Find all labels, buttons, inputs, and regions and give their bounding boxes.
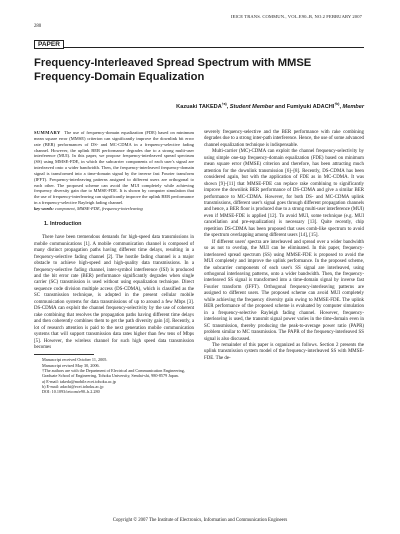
section-heading: 1. Introduction	[44, 220, 82, 227]
author-1-mark: †a)	[221, 102, 227, 106]
keywords-label: key words:	[34, 205, 54, 211]
right-column	[204, 130, 364, 362]
author-2-name: Fumiyuki ADACHI	[286, 103, 335, 110]
intro-paragraph-4: If different users' spectra are interleaved and spread over a wider bandwidth so as not to overlap, the MUI can be eliminated. In this paper, frequency-interleaved spread spectrum (SS) using MMSE-FDE is proposed to avoid the MUI completely and improve the uplink performance. In the proposed scheme, the subcarrier components of each user's SS signal are interleaved, using orthogonal interleaving patterns, onto a wider bandwidth. Then, the frequency-interleaved SS signal is transformed into a time-domain signal by inverse fast Fourier transform (IFFT). Orthogonal frequency-interleaving patterns are assigned to different users. The proposed scheme can avoid MUI completely while achieving the frequency diversity gain owing to MMSE-FDE. The uplink BER performance of the proposed scheme is evaluated by computer simulation in a frequency-selective Rayleigh fading channel. However, frequency-interleaving is used, the transmit signal power varies in the time-domain even in SC transmission, thereby producing the peak-to-average power ratio (PAPR) problem similar to MC transmission. The PAPR of the frequency-interleaved SS signal is also discussed.	[204, 239, 364, 342]
author-1-role: Student Member	[229, 103, 274, 110]
footnote-doi: DOI: 10.1093/ietcom/e90–b.2.280	[42, 389, 100, 395]
author-1-name: Kazuaki TAKEDA	[176, 103, 222, 110]
paper-label: PAPER	[34, 40, 64, 49]
author-2-mark: †b)	[334, 102, 340, 106]
footnotes	[34, 357, 194, 394]
page-number: 280	[34, 24, 42, 29]
footnote-received: Manuscript received October 11, 2005.	[42, 357, 108, 363]
intro-paragraph-3: Multi-carrier (MC)-CDMA can exploit the channel frequency-selectivity by using simple one-tap frequency-domain equalization (FDE) based on minimum mean square error (MMSE) criterion and therefore, has been attracting much attention for the downlink transmission [6]–[8]. Recently, DS-CDMA has been considered again, but with the application of FDE as in MC-CDMA. It was shown [9]–[11] that MMSE-FDE can replace rake combining to significantly improve the downlink BER performance of DS-CDMA and give a similar BER performance to MC-CDMA. However, for both DS- and MC-CDMA uplink transmissions, different user's signal goes through different propagation channels and hence, a BER floor is produced due to a strong multi-user interference (MUI) even if MMSE-FDE is applied [12]. To avoid MUI, some technique (e.g. MUI cancellation and pre-equalization) is necessary [13]. Quite recently, chip repetition DS-CDMA has been proposed that uses comb-like spectrum to avoid the spectrum overlapping among different users [14], [15].	[204, 149, 364, 239]
header-rule	[34, 47, 364, 48]
summary-label: SUMMARY	[34, 130, 61, 135]
summary-text: The use of frequency-domain equalization (FDE) based on minimum mean square error (MMSE) criterion can significantly improve the downlink bit error rate (BER) performances of DS- and MC-CDMA in a frequency-selective fading channel. However, the uplink BER performance degrades due to a strong multi-user interference (MUI). In this paper, we propose frequency-interleaved spread spectrum (SS) using MMSE-FDE, in which the subcarrier components of each user's signal are interleaved onto a wider bandwidth. Then, the frequency-interleaved frequency-domain signal is transformed into a time-domain signal by the inverse fast Fourier transform (IFFT). Frequency-interleaving patterns assigned to different users are orthogonal to each other. The proposed scheme can avoid the MUI completely while achieving frequency diversity gain due to MMSE-FDE. It is shown by computer simulation that the use of frequency-interleaving can significantly improve the uplink BER performance in a frequency-selective Rayleigh fading channel.	[34, 130, 194, 206]
intro-paragraph-1: There have been tremendous demands for high-speed data transmissions in mobile communications [1]. A mobile communication channel is composed of many distinct propagation paths having different time delays, resulting in a frequency-selective fading channel [2]. The hostile fading channel is a major obstacle to achieve high-speed and high-quality data transmissions. In a frequency-selective fading channel, inter-symbol interference (ISI) is produced and the bit error rate (BER) performance significantly degrades when single carrier (SC) transmission is used without using equalization technique. Direct sequence code division multiple access (DS-CDMA), which is classified as the SC transmission technique, is adopted in the present cellular mobile communication systems for data transmissions of up to around a few Mbps [3]. DS-CDMA can exploit the channel frequency-selectivity by the use of coherent rake combining that resolves the propagation paths having different time delays and then coherently combines them to get the path diversity gain [4]. Recently, a lot of research attention is paid to the next generation mobile communication systems that will support transmission data rates higher than few tens of Mbps [5]. However, the wireless channel for such high speed data transmission becomes	[34, 235, 194, 350]
footnote-affiliation: †The authors are with the Department of Electrical and Communication Engineering, Graduate School of Engineering, Tohoku University, Sendai-shi, 980-8579 Japan.	[42, 368, 185, 379]
copyright-footer: Copyright © 2007 The Institute of Electronics, Information and Communication Engineers	[112, 518, 288, 523]
keywords-text: component, MMSE-FDE, frequency-interleaving	[55, 205, 143, 211]
paper-title: Frequency-Interleaved Spread Spectrum with MMSE Frequency-Domain Equalization	[34, 57, 312, 83]
footnote-email-b: b) E-mail: adachi@ecei.tohoku.ac.jp	[42, 383, 104, 389]
left-column	[34, 130, 194, 395]
intro-paragraph-2: severely frequency-selective and the BER performance with rake combining degrades due to a strong inter-path interference. Hence, the use of some advanced channel equalization technique is indispensable.	[204, 130, 364, 148]
author-2-role: Member	[342, 103, 364, 110]
intro-paragraph-5: The remainder of this paper is organized as follows. Section 2 presents the uplink transmission system model of the frequency-interleaved SS with MMSE-FDE. The de-	[204, 342, 364, 361]
keywords-block	[34, 206, 194, 212]
footnote-revised: Manuscript revised May 30, 2006.	[42, 362, 100, 368]
footnote-email-a: a) E-mail: takeda@mobile.ecei.tohoku.ac.jp	[42, 378, 116, 384]
author-conjunction: and	[275, 103, 286, 110]
author-line: Kazuaki TAKEDA$^{\dagger a)}$, Student Member and Fumiyuki ADACHI$^{\dagger b)}$, Member	[176, 102, 364, 110]
summary-block	[34, 130, 194, 206]
footnote-rule	[34, 354, 94, 355]
journal-header: IEICE TRANS. COMMUN., VOL.E90–B, NO.2 FEBRUARY 2007	[230, 14, 362, 19]
